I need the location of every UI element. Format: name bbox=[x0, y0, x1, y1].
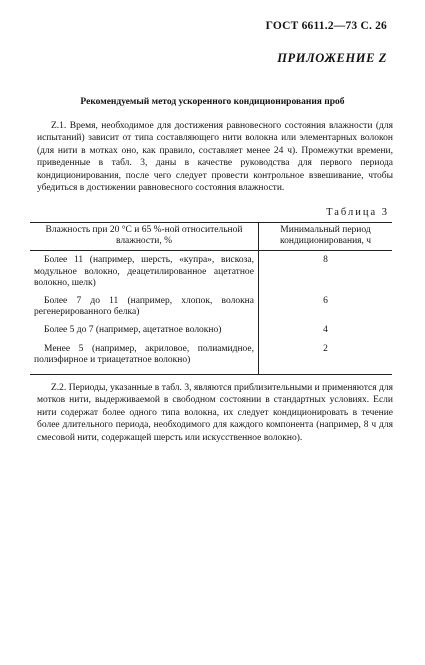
table-row bbox=[30, 325, 392, 343]
paragraph-z2: Z.2. Периоды, указанные в табл. 3, являются приблизительными и применяются для мотков нити, выдерживаемой в свободном состоянии в стандартных условиях. Если нити содержат более одного типа волокна, их следует кондиционировать в течение более длительного периода, необходимого для каждого компонента (например, 8 ч для смесовой нити, содержащей шерсть или искусственное волокно). bbox=[37, 383, 393, 443]
table-cell-humidity bbox=[30, 344, 259, 375]
table-row bbox=[30, 251, 392, 296]
table-cell-humidity bbox=[30, 296, 259, 325]
table-header-row bbox=[30, 223, 392, 251]
table-row bbox=[30, 344, 392, 375]
table-cell-humidity bbox=[30, 251, 259, 296]
table-cell-humidity bbox=[30, 325, 259, 343]
appendix-label: ПРИЛОЖЕНИЕ Z bbox=[277, 51, 387, 65]
table-cell-period: 2 bbox=[259, 344, 393, 375]
table-cell-period: 4 bbox=[323, 325, 328, 336]
section-title: Рекомендуемый метод ускоренного кондиционирования проб bbox=[80, 97, 345, 107]
page-header: ГОСТ 6611.2—73 С. 26 bbox=[265, 20, 387, 32]
table-cell-period: 8 bbox=[323, 255, 328, 266]
table-caption: Таблица 3 bbox=[326, 207, 389, 218]
column-header-humidity: Влажность при 20 °С и 65 %-ной относительной влажности, % bbox=[30, 223, 259, 251]
row-description: Более 11 (например, шерсть, «купра», вискоза, модульное волокно, деацетилированное ацетатное волокно, шелк) bbox=[34, 255, 254, 288]
column-header-period: Минимальный период кондиционирования, ч bbox=[259, 223, 393, 251]
conditioning-table bbox=[30, 222, 392, 375]
paragraph-z1: Z.1. Время, необходимое для достижения равновесного состояния влажности (для испытаний) зависит от типа составляющего нити волокна или элементарных волокон (для нити в мотках оно, как правило, составляет менее 24 ч). Промежутки времени, приведенные в табл. 3, даны в качестве руководства для первого периода кондиционирования, после чего следует провести контрольное взвешивание, чтобы убедиться в достижении равновесного состояния влажности. bbox=[37, 121, 393, 194]
row-description: Менее 5 (например, акриловое, полиамидное, полиэфирное и триацетатное волокно) bbox=[34, 343, 254, 365]
row-description: Более 5 до 7 (например, ацетатное волокно) bbox=[44, 325, 222, 336]
row-description: Более 7 до 11 (например, хлопок, волокна регенерированного белка) bbox=[34, 296, 254, 318]
table-row bbox=[30, 296, 392, 325]
table-cell-period: 6 bbox=[323, 296, 328, 307]
